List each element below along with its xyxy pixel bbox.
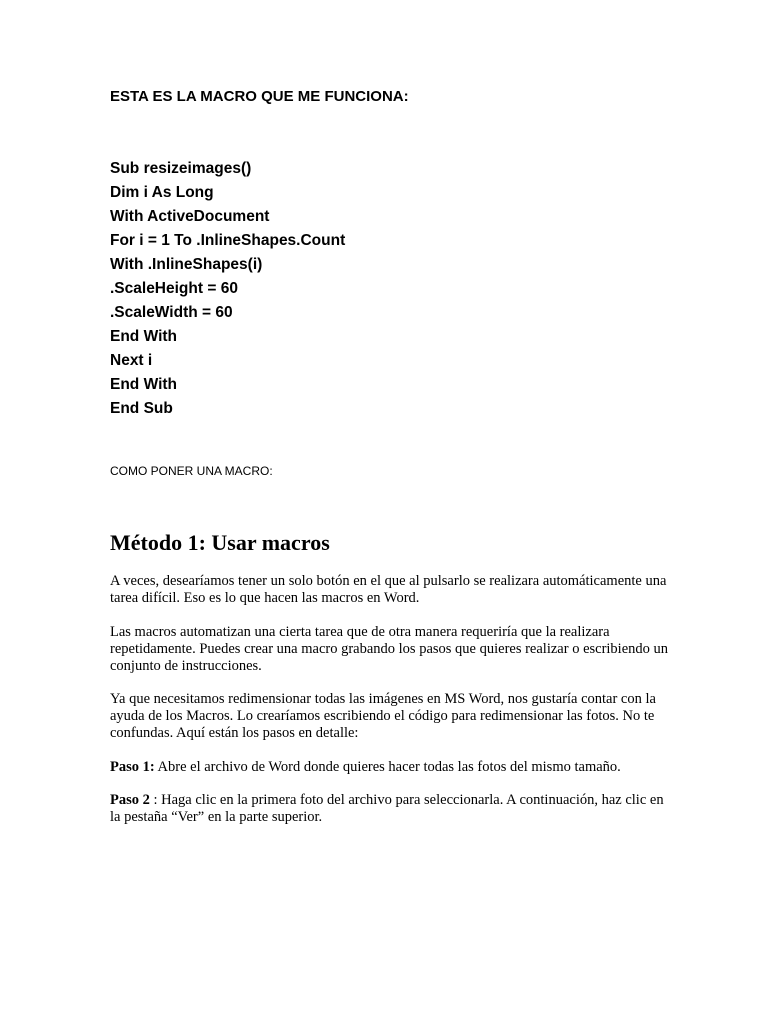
code-line: .ScaleHeight = 60	[110, 280, 238, 297]
step-1-label: Paso 1:	[110, 759, 155, 775]
section-subheading: COMO PONER UNA MACRO:	[110, 464, 273, 478]
code-line: End With	[110, 376, 178, 393]
code-line: With ActiveDocument	[110, 208, 270, 225]
code-line: Next i	[110, 352, 153, 369]
method-title: Método 1: Usar macros	[110, 530, 330, 555]
code-line: End With	[110, 328, 178, 345]
document-heading: ESTA ES LA MACRO QUE ME FUNCIONA:	[110, 88, 409, 105]
code-line: For i = 1 To .InlineShapes.Count	[110, 232, 346, 249]
code-line: Sub resizeimages()	[110, 160, 252, 177]
code-line: .ScaleWidth = 60	[110, 304, 233, 321]
step-1	[110, 759, 670, 776]
paragraph-resize-context: Ya que necesitamos redimensionar todas las imágenes en MS Word, nos gustaría contar con la ayuda de los Macros. Lo crearíamos escribiendo el código para redimensionar las fotos. No te confundas. Aquí están los pasos en detalle:	[110, 691, 656, 741]
paragraph-macros-explained: Las macros automatizan una cierta tarea que de otra manera requeriría que la realizara repetidamente. Puedes crear una macro grabando los pasos que quieres realizar o escribiendo un conjunto de instrucciones.	[110, 624, 669, 674]
code-line: End Sub	[110, 400, 173, 417]
step-2-label: Paso 2	[110, 792, 150, 808]
macro-code-block	[110, 157, 345, 421]
paragraph-intro: A veces, desearíamos tener un solo botón en el que al pulsarlo se realizara automáticamente una tarea difícil. Eso es lo que hacen las macros en Word.	[110, 573, 667, 606]
step-1-text: Abre el archivo de Word donde quieres hacer todas las fotos del mismo tamaño.	[154, 759, 621, 775]
code-line: Dim i As Long	[110, 184, 214, 201]
step-2	[110, 792, 670, 826]
code-line: With .InlineShapes(i)	[110, 256, 263, 273]
step-2-text: : Haga clic en la primera foto del archivo para seleccionarla. A continuación, haz clic en la pestaña “Ver” en la parte superior.	[110, 792, 664, 825]
